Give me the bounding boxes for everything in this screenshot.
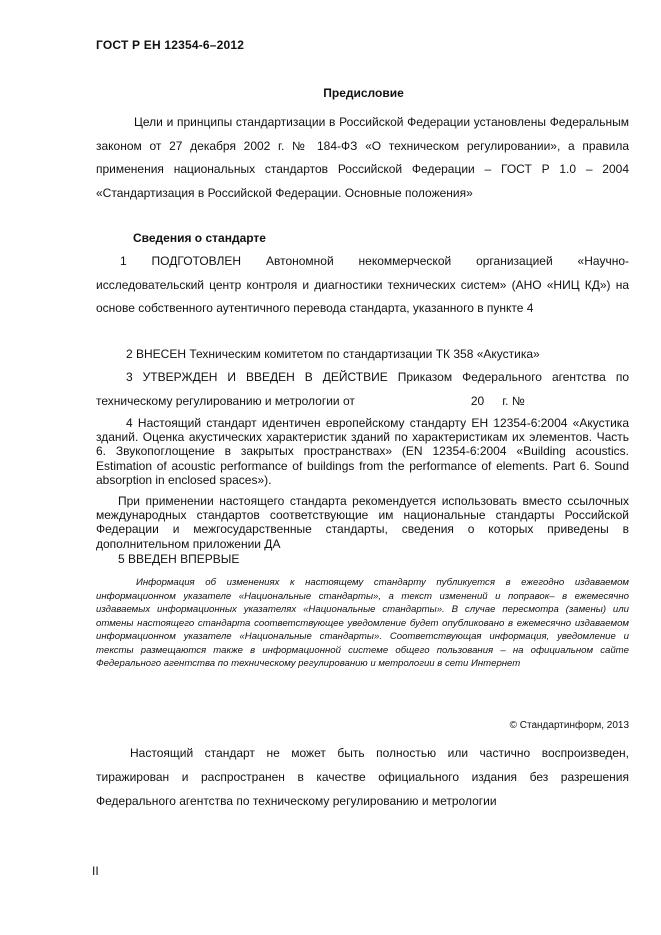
changes-notice: Информация об изменениях к настоящему стандарту публикуется в ежегодно издаваемом информационном указателе «Национальные стандарты», а текст изменений и поправок– в ежемесячно издаваемых информационных указателях «Национальные стандарты». В случае пересмотра (замены) или отмены настоящего стандарта соответствующее уведомление будет опубликовано в ежемесячно издаваемом информационном указателе «Национальные стандарты». Соответствующая информация, уведомление и тексты размещаются также в информационной системе общего пользования – на официальном сайте Федерального агентства по техническому регулированию и метрологии в сети Интернет (96, 577, 629, 669)
preface-title: Предисловие (323, 86, 404, 100)
reproduction-notice: Настоящий стандарт не может быть полностью или частично воспроизведен, тиражирован и распространен в качестве официального издания без разрешения Федерального агентства по техническому регулированию и метрологии (96, 746, 629, 808)
info-item-4: 4 Настоящий стандарт идентичен европейскому стандарту ЕН 12354-6:2004 «Акустика зданий. Оценка акустических характеристик зданий по характеристикам их элементов. Часть 6. Звукопоглощение в закрытых пространствах» (EN 12354-6:2004 «Building acoustics. Estimation of acoustic performance of buildings from the performance of elements. Part 6. Sound absorption in enclosed spaces»). (96, 416, 629, 487)
info-item-4-note: При применении настоящего стандарта рекомендуется использовать вместо ссылочных международных стандартов соответствующие им национальные стандарты Российской Федерации и межгосударственные стандарты, сведения о которых приведены в дополнительном приложении ДА (96, 494, 629, 551)
copyright-notice: © Стандартинформ, 2013 (509, 720, 629, 731)
info-section-title: Сведения о стандарте (133, 231, 266, 245)
preface-intro: Цели и принципы стандартизации в Российской Федерации установлены Федеральным законом от 27 декабря 2002 г. № 184-ФЗ «О техническом регулировании», а правила применения национальных стандартов Российской Федерации – ГОСТ Р 1.0 – 2004 «Стандартизация в Российской Федерации. Основные положения» (96, 115, 629, 200)
document-header: ГОСТ Р ЕН 12354-6–2012 (96, 38, 245, 52)
info-item-3-year: 20 (470, 393, 485, 408)
page-number: II (92, 864, 99, 878)
info-item-5: 5 ВВЕДЕН ВПЕРВЫЕ (118, 552, 240, 566)
info-item-3-text: 3 УТВЕРЖДЕН И ВВЕДЕН В ДЕЙСТВИЕ Приказом Федерального агентства по техническому регулированию и метрологии от (96, 370, 629, 408)
info-item-1: 1 ПОДГОТОВЛЕН Автономной некоммерческой организацией «Научно-исследовательский центр контроля и диагностики технических систем» (АНО «НИЦ КД») на основе собственного аутентичного перевода стандарта, указанного в пункте 4 (96, 254, 629, 315)
info-item-3 (96, 366, 629, 413)
info-item-2: 2 ВНЕСЕН Техническим комитетом по стандартизации ТК 358 «Акустика» (126, 347, 540, 361)
info-item-3-number: г. № (502, 393, 525, 408)
